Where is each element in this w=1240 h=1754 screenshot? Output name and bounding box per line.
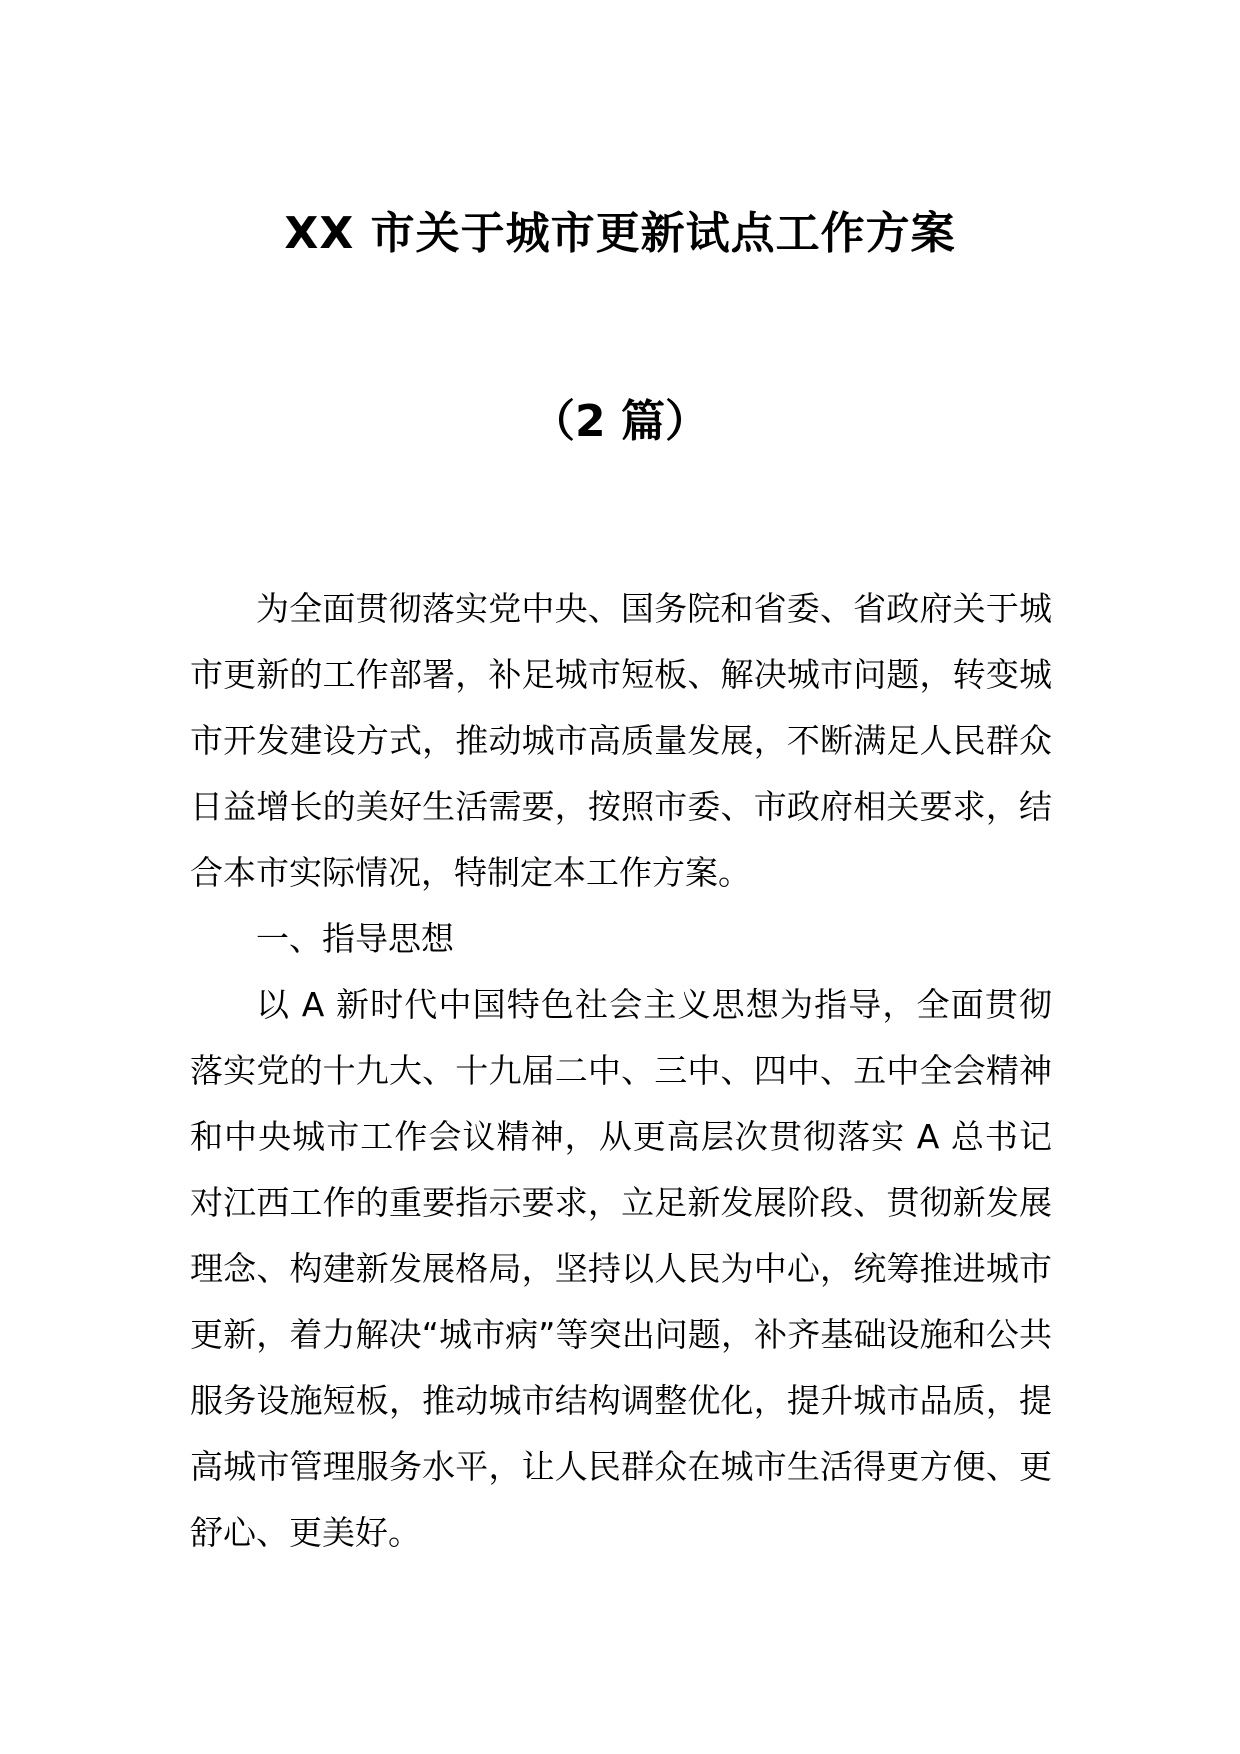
document-body: [190, 576, 1052, 1566]
intro-paragraph: 为全面贯彻落实党中央、国务院和省委、省政府关于城市更新的工作部署，补足城市短板、解决城市问题，转变城市开发建设方式，推动城市高质量发展，不断满足人民群众日益增长的美好生活需要，按照市委、市政府相关要求，结合本市实际情况，特制定本工作方案。: [190, 589, 1052, 892]
section-heading: 一、指导思想: [256, 919, 454, 958]
guiding-thought-paragraph: 以 A 新时代中国特色社会主义思想为指导，全面贯彻落实党的十九大、十九届二中、三中、四中、五中全会精神和中央城市工作会议精神，从更高层次贯彻落实 A 总书记对江西工作的重要指示要求，立足新发展阶段、贯彻新发展理念、构建新发展格局，坚持以人民为中心，统筹推进城市更新，着力解决“城市病”等突出问题，补齐基础设施和公共服务设施短板，推动城市结构调整优化，提升城市品质，提高城市管理服务水平，让人民群众在城市生活得更方便、更舒心、更美好。: [190, 985, 1052, 1552]
document-subtitle: （2 篇）: [531, 396, 709, 447]
document-title: XX 市关于城市更新试点工作方案: [284, 208, 956, 259]
